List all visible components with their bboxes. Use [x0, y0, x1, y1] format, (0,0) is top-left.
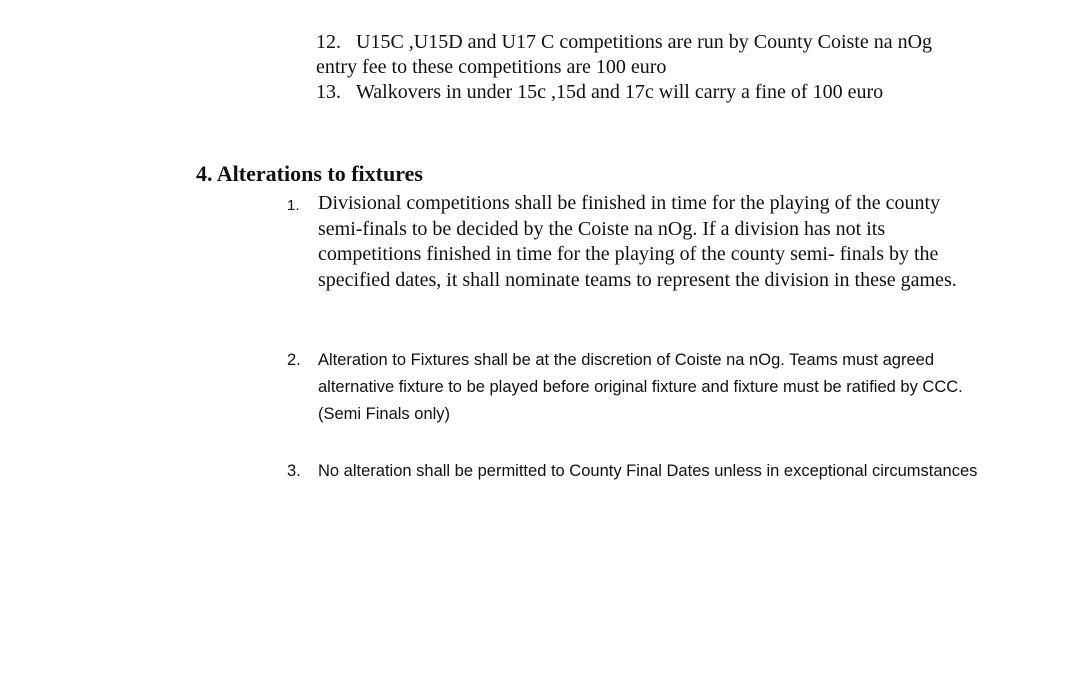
item-text-line: U15C ,U15D and U17 C competitions are run by County Coiste na nOg — [356, 31, 933, 53]
item-text: Divisional competitions shall be finished in time for the playing of the county semi-finals to be decided by the Coiste na nOg. If a division has not its competitions finished in time for the playing of the county semi- finals by the specified dates, it shall nominate teams to represent the division in these games. — [318, 192, 957, 291]
list-item — [287, 191, 987, 293]
list-item — [287, 458, 997, 485]
list-item — [316, 30, 1016, 80]
item-number: 1. — [287, 197, 300, 214]
list-item — [316, 80, 1016, 105]
item-number: 12. — [316, 31, 341, 53]
item-number: 3. — [287, 462, 301, 480]
item-text-line: Walkovers in under 15c ,15d and 17c will carry a fine of 100 euro — [356, 81, 884, 103]
item-text-line: entry fee to these competitions are 100 euro — [316, 56, 667, 78]
item-number: 13. — [316, 81, 341, 103]
item-number: 2. — [287, 351, 301, 369]
section-heading: 4. Alterations to fixtures — [196, 161, 423, 186]
item-text: No alteration shall be permitted to County Final Dates unless in exceptional circumstances — [318, 462, 978, 480]
list-item — [287, 347, 997, 428]
item-text: Alteration to Fixtures shall be at the discretion of Coiste na nOg. Teams must agreed alternative fixture to be played before original fixture and fixture must be ratified by CCC. (Semi Finals only) — [318, 351, 963, 423]
top-numbered-list — [316, 30, 1016, 105]
